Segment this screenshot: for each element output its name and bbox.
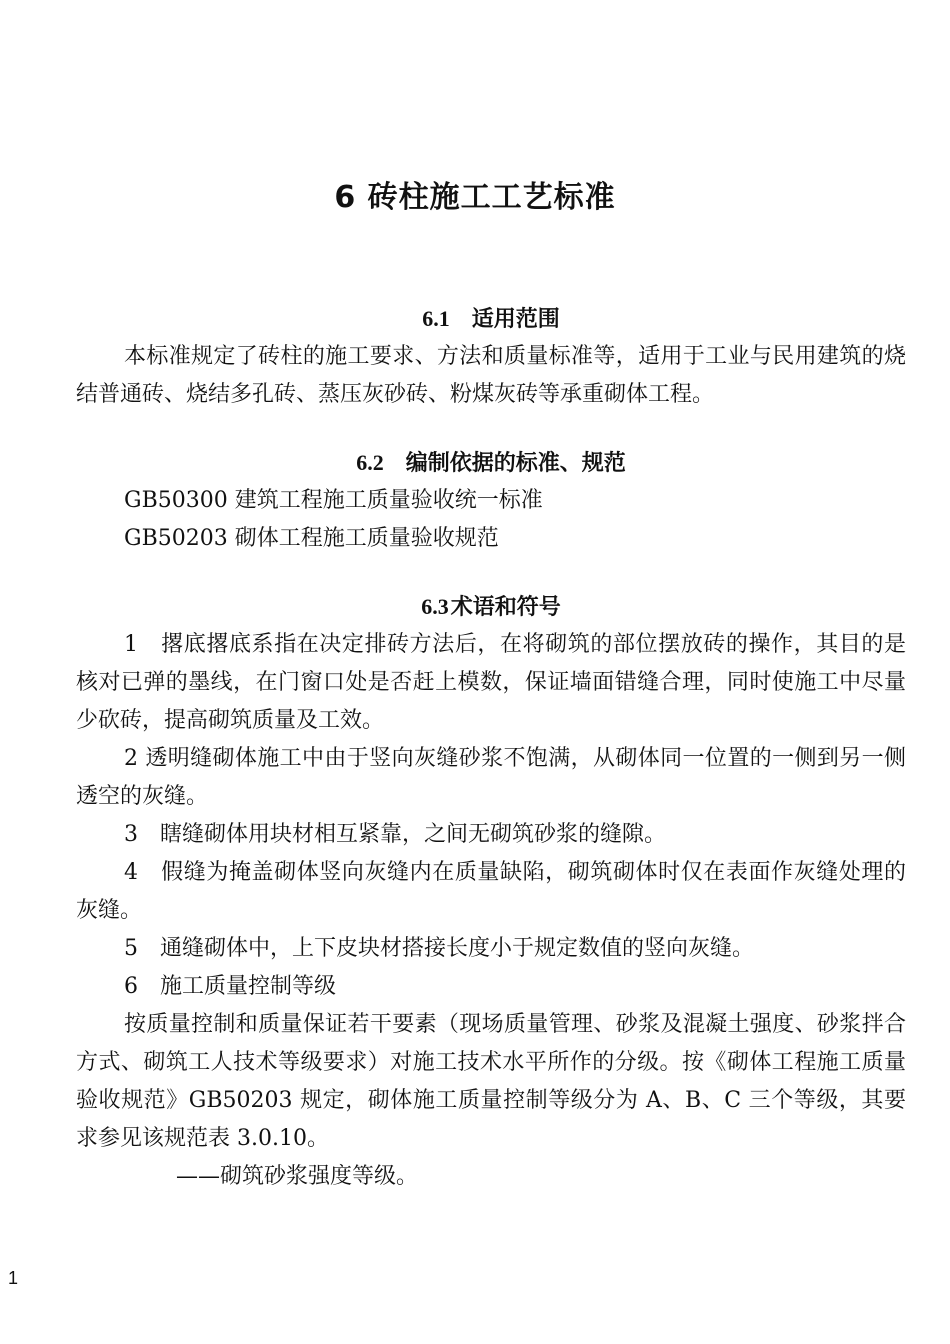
term-paragraph: 4 假缝为掩盖砌体竖向灰缝内在质量缺陷，砌筑砌体时仅在表面作灰缝处理的灰缝。 bbox=[76, 860, 906, 923]
term-paragraph: 3 瞎缝砌体用块材相互紧靠，之间无砌筑砂浆的缝隙。 bbox=[124, 822, 666, 847]
section-title: 术语和符号 bbox=[450, 594, 561, 620]
document-title: 6 砖柱施工工艺标准 bbox=[334, 180, 616, 215]
term-paragraph: 按质量控制和质量保证若干要素（现场质量管理、砂浆及混凝土强度、砂浆拌合方式、砌筑工人技术等级要求）对施工技术水平所作的分级。按《砌体工程施工质量验收规范》GB50203 规定，砌体施工质量控制等级分为 A、B、C 三个等级，其要求参见该规范表 3.0.10。 bbox=[76, 1012, 906, 1151]
section-number: 6.1 bbox=[422, 306, 450, 331]
section-references bbox=[76, 444, 906, 558]
section-number: 6.2 bbox=[356, 450, 384, 475]
section-terms bbox=[76, 588, 906, 1196]
section-heading bbox=[76, 300, 906, 338]
section-number: 6.3 bbox=[421, 594, 449, 619]
reference-standard: GB50203 砌体工程施工质量验收规范 bbox=[124, 526, 499, 551]
paragraph: 本标准规定了砖柱的施工要求、方法和质量标准等，适用于工业与民用建筑的烧结普通砖、烧结多孔砖、蒸压灰砂砖、粉煤灰砖等承重砌体工程。 bbox=[76, 344, 906, 407]
term-paragraph: 6 施工质量控制等级 bbox=[124, 974, 336, 999]
reference-standard: GB50300 建筑工程施工质量验收统一标准 bbox=[124, 488, 543, 513]
page-number: 1 bbox=[8, 1268, 19, 1288]
section-heading bbox=[76, 588, 906, 626]
section-scope bbox=[76, 300, 906, 414]
term-paragraph: 5 通缝砌体中，上下皮块材搭接长度小于规定数值的竖向灰缝。 bbox=[124, 936, 754, 961]
section-heading bbox=[76, 444, 906, 482]
term-paragraph: 2 透明缝砌体施工中由于竖向灰缝砂浆不饱满，从砌体同一位置的一侧到另一侧透空的灰缝。 bbox=[76, 746, 906, 809]
document-body bbox=[76, 300, 906, 1196]
section-title: 适用范围 bbox=[471, 306, 560, 332]
term-paragraph: 1 撂底撂底系指在决定排砖方法后，在将砌筑的部位摆放砖的操作，其目的是核对已弹的墨线，在门窗口处是否赶上模数，保证墙面错缝合理，同时使施工中尽量少砍砖，提高砌筑质量及工效。 bbox=[76, 632, 906, 733]
dash-list-item: ——砌筑砂浆强度等级。 bbox=[176, 1164, 419, 1189]
section-title: 编制依据的标准、规范 bbox=[405, 450, 626, 476]
